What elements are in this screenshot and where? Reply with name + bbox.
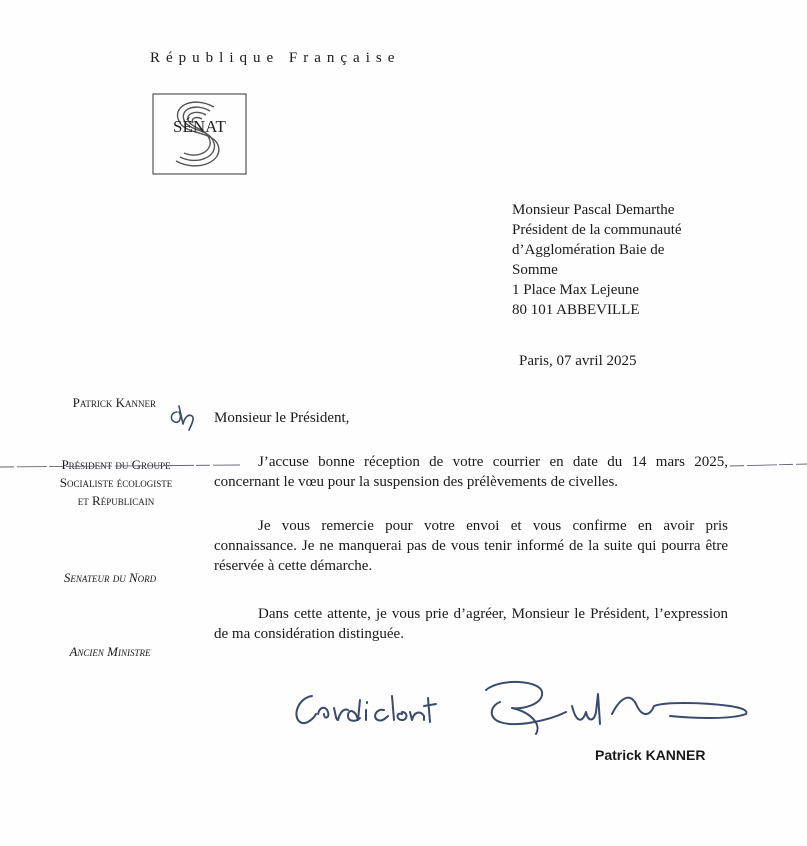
sidebar-name: Patrick Kanner: [72, 395, 156, 410]
handwritten-signature: [290, 672, 760, 742]
letterhead-republique: République Française: [150, 50, 401, 66]
signer-name: Patrick KANNER: [595, 747, 706, 763]
letter-date: Paris, 07 avril 2025: [519, 353, 637, 369]
sidebar-role-line: et Républicain: [77, 493, 155, 508]
recipient-line: Somme: [512, 262, 558, 278]
letter-paragraph: Dans cette attente, je vous prie d’agréer, Monsieur le Président, l’expression de ma considération distinguée.: [214, 606, 728, 642]
senat-logo: [152, 93, 247, 175]
recipient-address: [512, 200, 682, 320]
letter-paragraph: J’accuse bonne réception de votre courrier en date du 14 mars 2025, concernant le vœu pour la suspension des prélèvements de civelles.: [214, 454, 728, 490]
logo-text: SÉNAT: [173, 117, 226, 136]
sidebar-role-line: Socialiste écologiste: [59, 475, 173, 490]
letter-paragraph: Je vous remercie pour votre envoi et vous confirme en avoir pris connaissance. Je ne manquerai pas de vous tenir informé de la suite qui pourra être réservée à cette démarche.: [214, 518, 728, 574]
recipient-line: 80 101 ABBEVILLE: [512, 302, 640, 318]
recipient-line: Monsieur Pascal Demarthe: [512, 202, 675, 218]
handwritten-initials-mark: [165, 402, 205, 432]
recipient-line: 1 Place Max Lejeune: [512, 282, 640, 298]
recipient-line: Président de la communauté: [512, 222, 682, 238]
sidebar-role-line: Président du Groupe: [61, 457, 171, 472]
salutation: Monsieur le Président,: [214, 410, 350, 426]
recipient-line: d’Agglomération Baie de: [512, 242, 665, 258]
sidebar-ministre: Ancien Ministre: [69, 644, 151, 659]
sidebar-senateur: Senateur du Nord: [63, 570, 157, 585]
